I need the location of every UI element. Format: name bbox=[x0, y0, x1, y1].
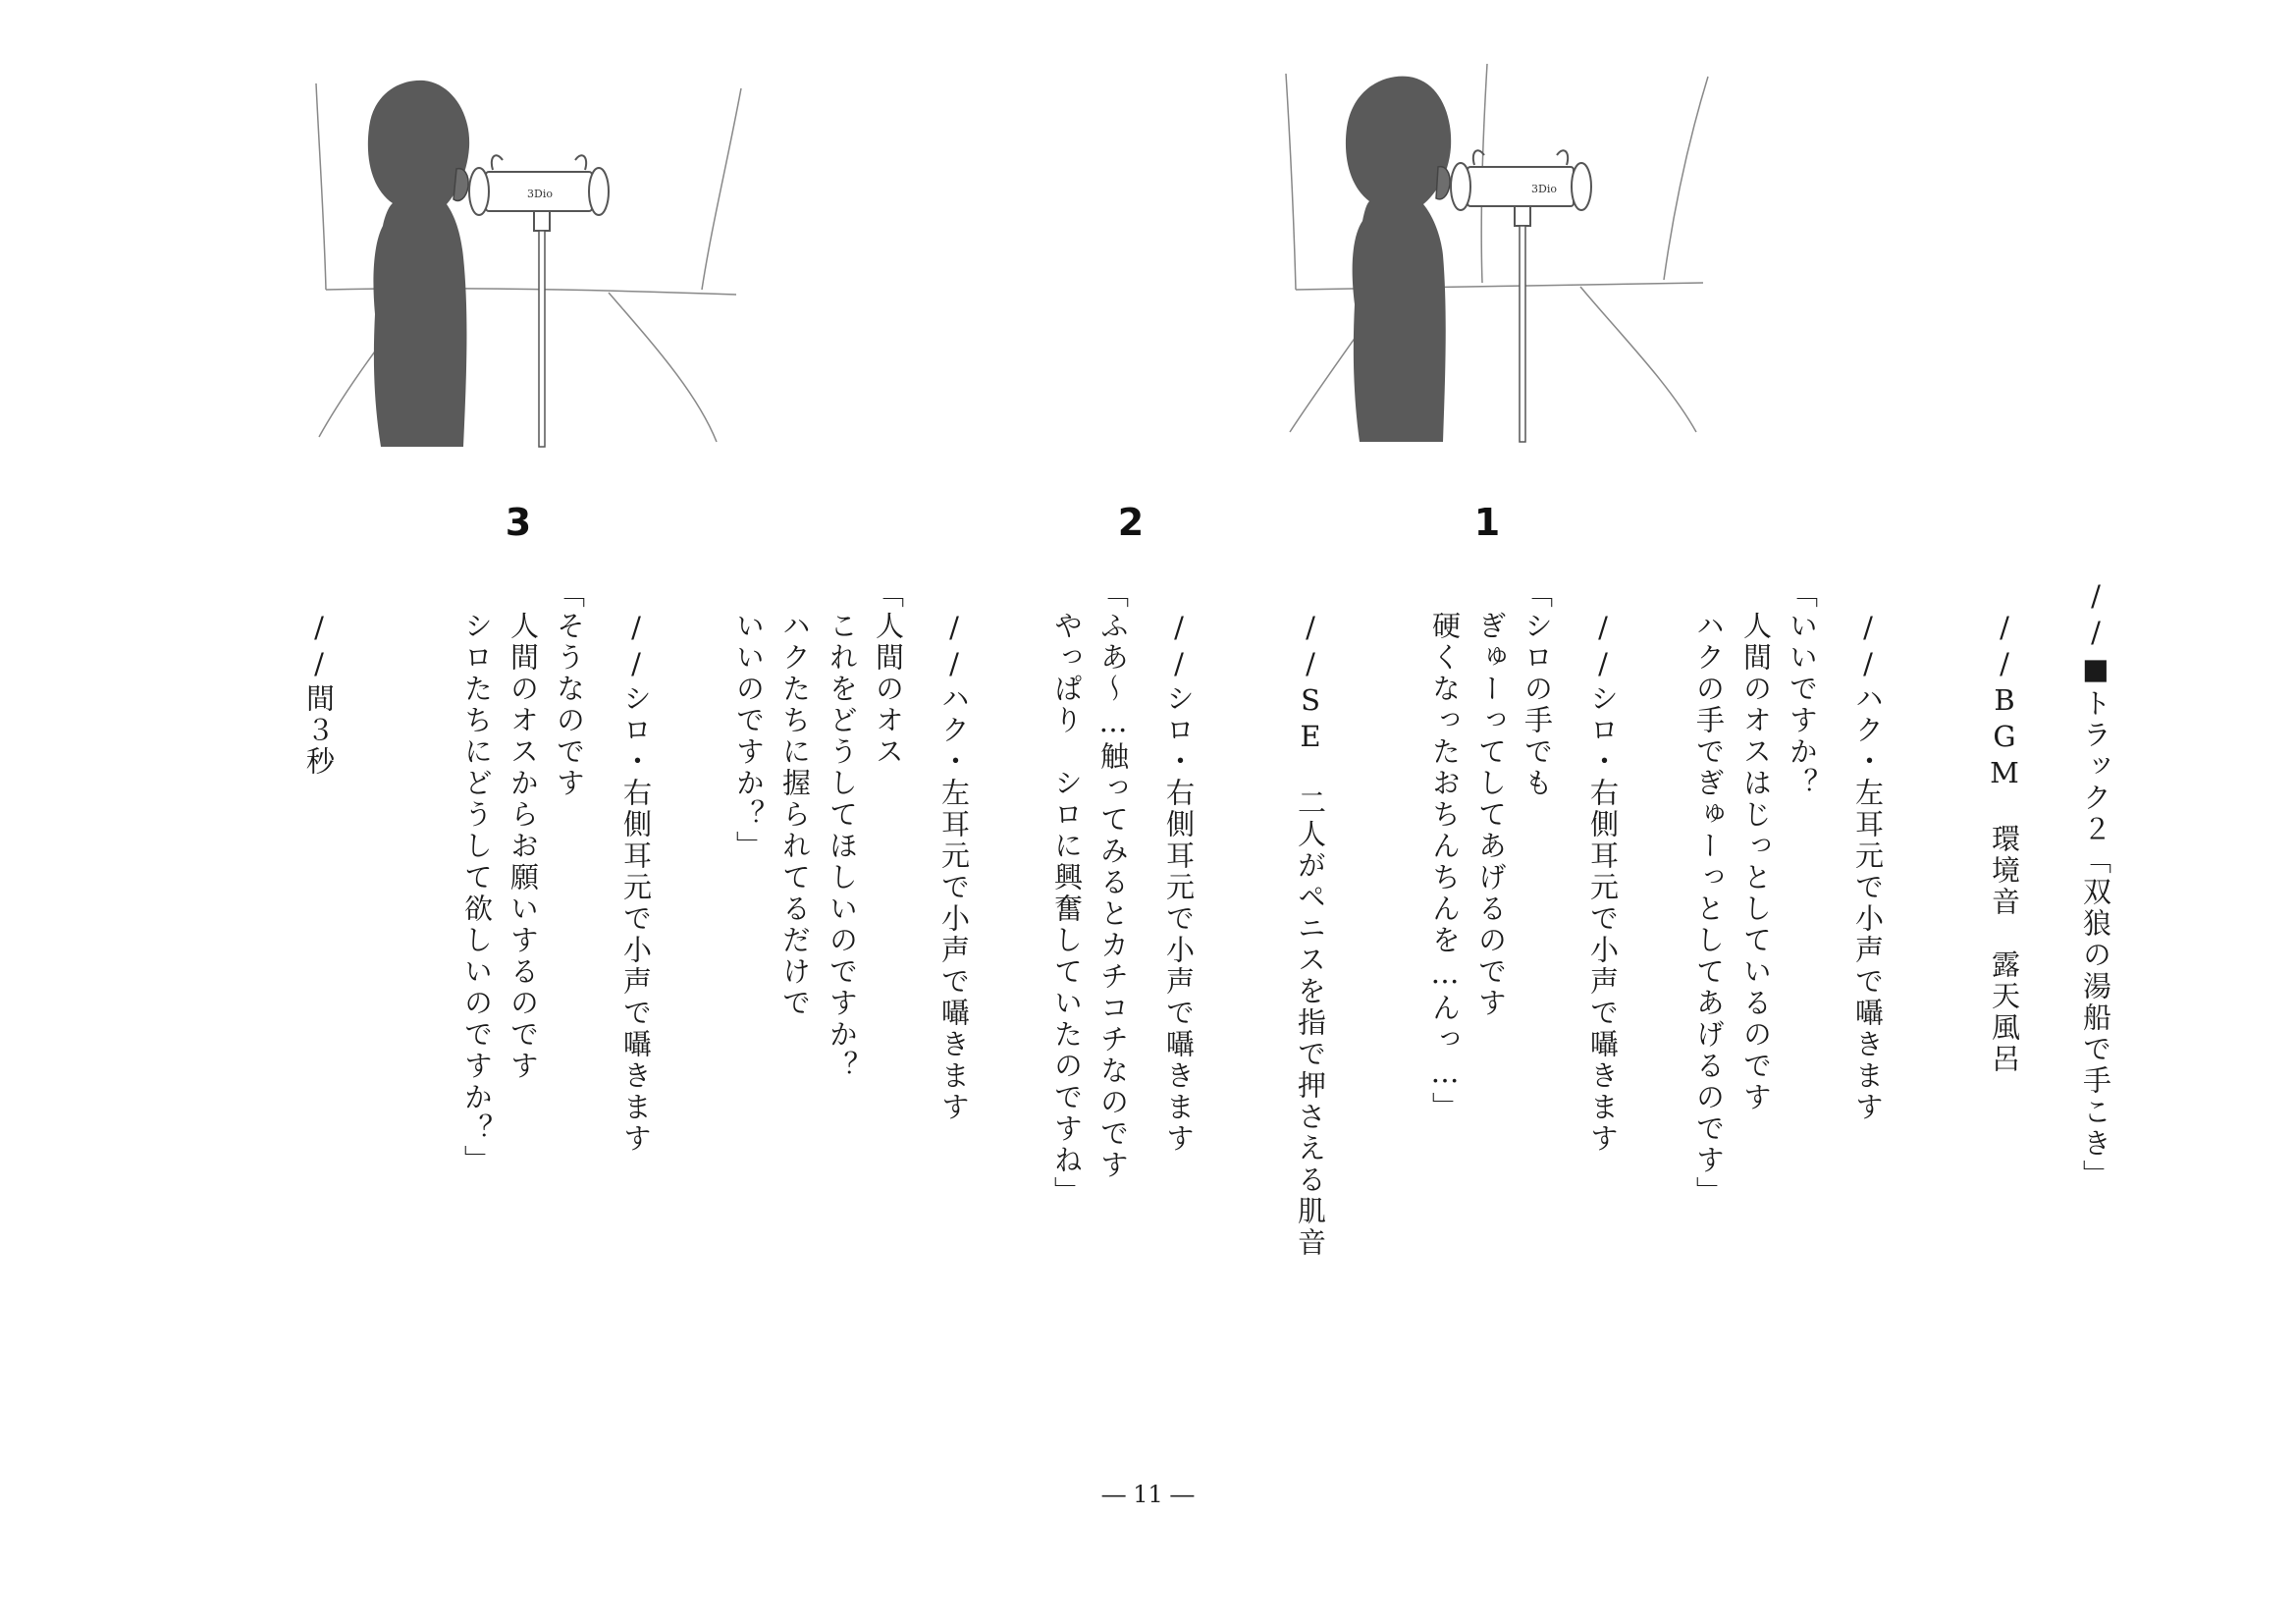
script-line-dialogue: ハクたちに握られてるだけで bbox=[778, 579, 812, 1019]
position-label-2: 2 bbox=[1117, 501, 1145, 544]
script-line-direction: //ハク・左耳元で小声で囁きます bbox=[1851, 579, 1885, 1123]
mic-brand-label: 3Dio bbox=[1531, 183, 1557, 195]
binaural-microphone bbox=[469, 155, 609, 447]
script-line-bgm: //BGM 環境音 露天風呂 bbox=[1988, 579, 2021, 1075]
script-line-direction: //シロ・右側耳元で小声で囁きます bbox=[1162, 579, 1196, 1155]
binaural-setup-illustration-1 bbox=[1276, 59, 1737, 471]
script-body bbox=[294, 579, 2120, 1326]
script-line-dialogue: ぎゅーってしてあげるのです bbox=[1474, 579, 1508, 1019]
script-line-dialogue: 「シロの手でも bbox=[1521, 579, 1554, 799]
binaural-microphone bbox=[1451, 150, 1591, 442]
script-line-pause: //間３秒 bbox=[302, 579, 336, 778]
script-line-dialogue: いいのですか？」 bbox=[732, 579, 766, 862]
script-line-dialogue: 「ふあ～…触ってみるとカチコチなのです bbox=[1096, 579, 1130, 1181]
script-line-direction: //シロ・右側耳元で小声で囁きます bbox=[1586, 579, 1620, 1155]
position-label-3: 3 bbox=[505, 501, 532, 544]
page-number: ― 11 ― bbox=[1101, 1481, 1195, 1508]
script-line-dialogue: 「人間のオス bbox=[872, 579, 905, 768]
script-line-direction: //ハク・左耳元で小声で囁きます bbox=[937, 579, 971, 1123]
binaural-setup-illustration-2 bbox=[304, 59, 766, 471]
script-line-dialogue: 硬くなったおちんちんを…んっ…」 bbox=[1428, 579, 1462, 1123]
script-line-dialogue: 人間のオスはじっとしているのです bbox=[1739, 579, 1773, 1113]
script-line-se: //SE 二人がペニスを指で押さえる肌音 bbox=[1294, 579, 1327, 1259]
script-line-track-title: //■トラック２「双狼の湯船で手こき」 bbox=[2079, 579, 2112, 1191]
script-line-dialogue: シロたちにどうして欲しいのですか？」 bbox=[460, 579, 494, 1176]
script-line-dialogue: やっぱり シロに興奮していたのですね」 bbox=[1050, 579, 1084, 1208]
script-line-dialogue: 人間のオスからお願いするのです bbox=[507, 579, 540, 1082]
figure-silhouette bbox=[1346, 77, 1451, 442]
mic-brand-label: 3Dio bbox=[527, 188, 553, 200]
position-label-1: 1 bbox=[1473, 501, 1501, 544]
script-line-dialogue: ハクの手でぎゅーっとしてあげるのです」 bbox=[1692, 579, 1726, 1208]
script-line-dialogue: 「いいですか？ bbox=[1786, 579, 1819, 799]
script-line-dialogue: これをどうしてほしいのですか？ bbox=[826, 579, 859, 1082]
script-line-dialogue: 「そうなのです bbox=[553, 579, 586, 799]
script-line-direction: //シロ・右側耳元で小声で囁きます bbox=[619, 579, 653, 1155]
figure-silhouette bbox=[368, 81, 469, 447]
